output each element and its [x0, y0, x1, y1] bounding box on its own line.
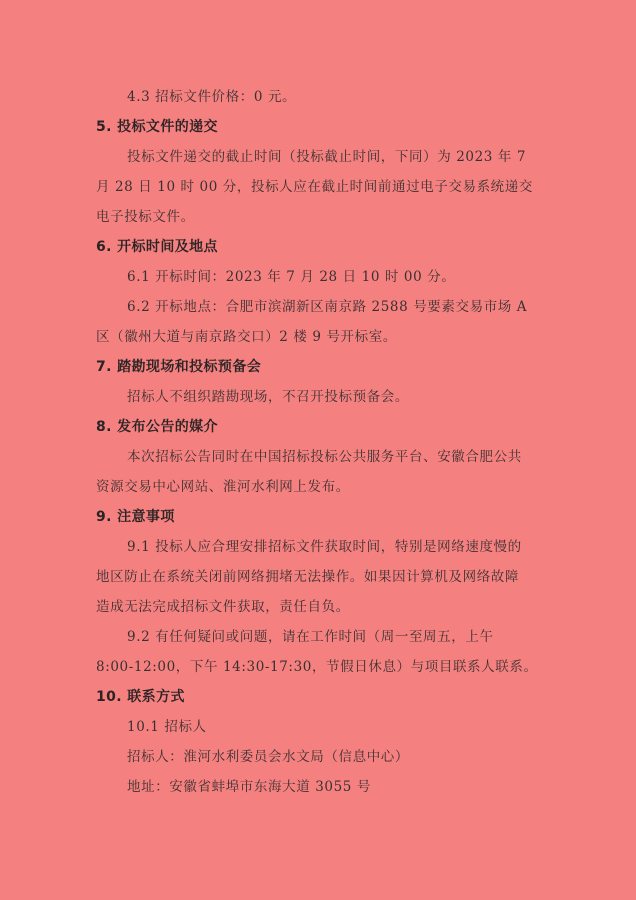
para-6-1-opening-time: 6.1 开标时间：2023 年 7 月 28 日 10 时 00 分。 [127, 269, 456, 285]
para-5-line-2: 月 28 日 10 时 00 分，投标人应在截止时间前通过电子交易系统递交 [96, 179, 533, 195]
heading-5-bid-submission: 5. 投标文件的递交 [96, 119, 218, 135]
para-9-1-line-1: 9.1 投标人应合理安排招标文件获取时间，特别是网络速度慢的 [127, 539, 522, 555]
para-9-1-line-3: 造成无法完成招标文件获取，责任自负。 [96, 599, 350, 615]
heading-7-site-visit: 7. 踏勘现场和投标预备会 [96, 359, 262, 375]
heading-6-opening-time-place: 6. 开标时间及地点 [96, 239, 218, 255]
para-9-2-line-2: 8:00-12:00，下午 14:30-17:30，节假日休息）与项目联系人联系。 [96, 659, 538, 675]
para-6-2-line-2: 区（徽州大道与南京路交口）2 楼 9 号开标室。 [96, 329, 397, 345]
para-6-2-line-1: 6.2 开标地点：合肥市滨湖新区南京路 2588 号要素交易市场 A [127, 299, 528, 315]
heading-8-publication-media: 8. 发布公告的媒介 [96, 419, 218, 435]
para-8-line-2: 资源交易中心网站、淮河水利网上发布。 [96, 479, 350, 495]
heading-10-contact: 10. 联系方式 [96, 689, 185, 705]
para-7-line-1: 招标人不组织踏勘现场，不召开投标预备会。 [127, 389, 409, 405]
para-10-1-tenderer: 10.1 招标人 [127, 719, 207, 735]
tenderer-name: 招标人：淮河水利委员会水文局（信息中心） [127, 749, 409, 765]
para-9-1-line-2: 地区防止在系统关闭前网络拥堵无法操作。如果因计算机及网络故障 [96, 569, 519, 585]
para-4-3-price: 4.3 招标文件价格：0 元。 [127, 89, 297, 105]
para-5-line-1: 投标文件递交的截止时间（投标截止时间，下同）为 2023 年 7 [127, 149, 527, 165]
para-5-line-3: 电子投标文件。 [96, 209, 195, 225]
heading-9-notes: 9. 注意事项 [96, 509, 175, 525]
para-9-2-line-1: 9.2 有任何疑问或问题，请在工作时间（周一至周五，上午 [127, 629, 494, 645]
tenderer-address: 地址：安徽省蚌埠市东海大道 3055 号 [127, 779, 371, 795]
para-8-line-1: 本次招标公告同时在中国招标投标公共服务平台、安徽合肥公共 [127, 449, 522, 465]
